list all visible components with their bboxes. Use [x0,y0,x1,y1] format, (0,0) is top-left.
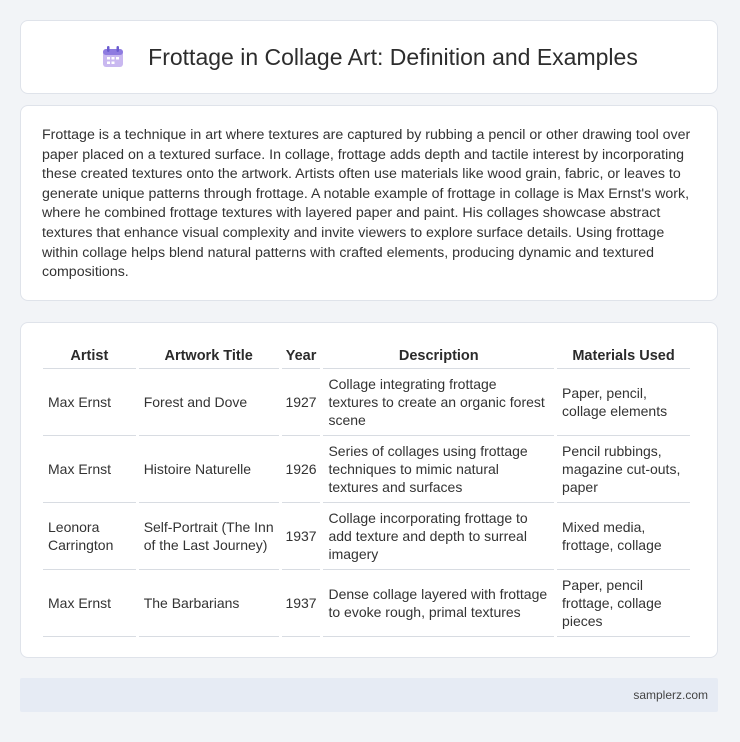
calendar-icon [100,44,126,70]
cell-description: Series of collages using frottage techniques to mimic natural textures and surfaces [323,436,554,503]
page-title-text: Frottage in Collage Art: Definition and Examples [148,43,638,70]
cell-description: Collage integrating frottage textures to create an organic forest scene [323,369,554,436]
cell-materials: Paper, pencil frottage, collage pieces [557,570,690,637]
cell-description: Collage incorporating frottage to add texture and depth to surreal imagery [323,503,554,570]
intro-card [20,105,718,301]
cell-artist: Leonora Carrington [43,503,136,570]
title-card [20,20,718,94]
table-row [43,503,690,570]
intro-paragraph: Frottage is a technique in art where textures are captured by rubbing a pencil or other drawing tool over paper placed on a textured surface. In collage, frottage adds depth and tactile interest by incorporating these created textures onto the artwork. Artists often use materials like wood grain, fabric, or leaves to generate unique patterns through frottage. A notable example of frottage in collage is Max Ernst's work, where he combined frottage textures with layered paper and paint. His collages showcase abstract textures that enhance visual complexity and invite viewers to explore surface details. Using frottage within collage helps blend natural patterns with crafted elements, producing dynamic and textured compositions. [42,127,691,281]
header-materials: Materials Used [557,343,690,369]
footer [20,678,718,712]
cell-artwork-title: Forest and Dove [139,369,279,436]
cell-artist: Max Ernst [43,570,136,637]
cell-artwork-title: Histoire Naturelle [139,436,279,503]
cell-artwork-title: Self-Portrait (The Inn of the Last Journey) [139,503,279,570]
header-description: Description [323,343,554,369]
cell-artist: Max Ernst [43,436,136,503]
cell-materials: Pencil rubbings, magazine cut-outs, paper [557,436,690,503]
cell-artwork-title: The Barbarians [139,570,279,637]
cell-description: Dense collage layered with frottage to evoke rough, primal textures [323,570,554,637]
cell-materials: Mixed media, frottage, collage [557,503,690,570]
cell-artist: Max Ernst [43,369,136,436]
cell-year: 1927 [282,369,321,436]
header-year: Year [282,343,321,369]
table-row [43,570,690,637]
table-card [20,322,718,658]
cell-year: 1937 [282,570,321,637]
header-artist: Artist [43,343,136,369]
table-row [43,436,690,503]
artworks-table [40,343,693,637]
table-header-row [43,343,690,369]
cell-year: 1937 [282,503,321,570]
footer-site-link[interactable]: samplerz.com [633,688,708,702]
cell-year: 1926 [282,436,321,503]
table-row [43,369,690,436]
page-title [100,44,638,71]
header-artwork-title: Artwork Title [139,343,279,369]
cell-materials: Paper, pencil, collage elements [557,369,690,436]
